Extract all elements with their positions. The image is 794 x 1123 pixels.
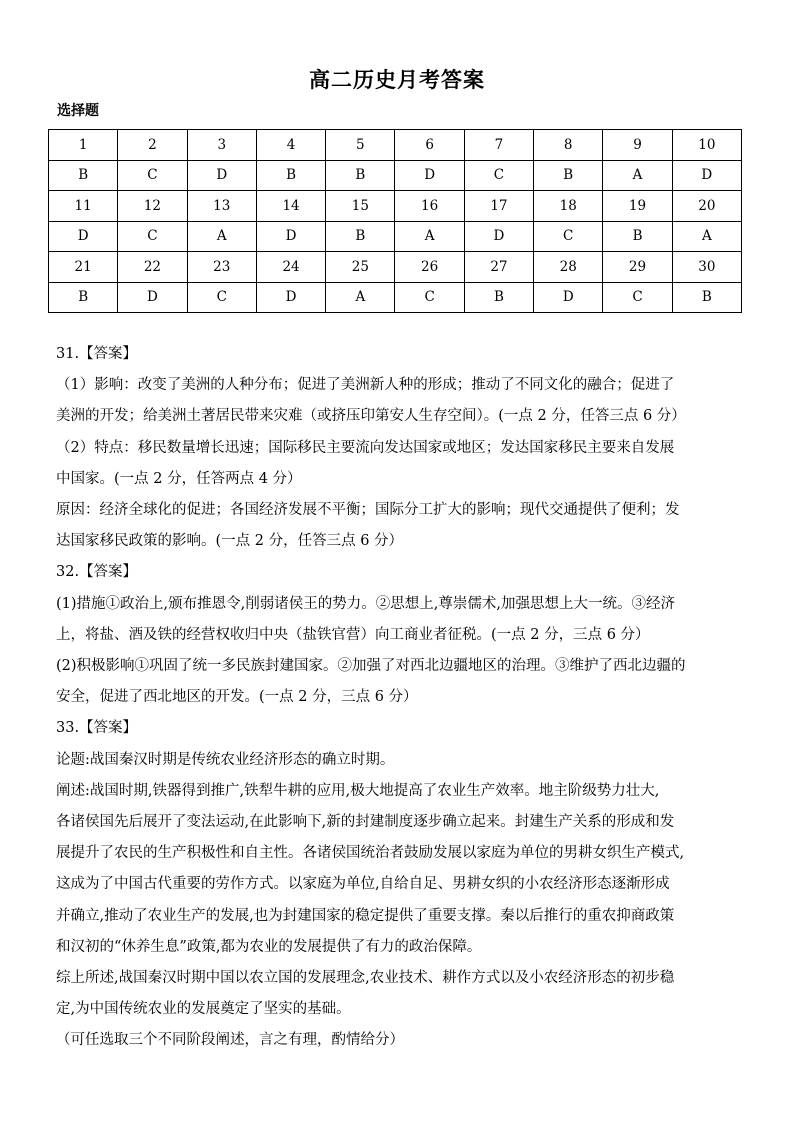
answer-33-elaboration-line6: 和汉初的“休养生息”政策,都为农业的发展提供了有力的政治保障。 (56, 938, 482, 955)
table-cell: 26 (395, 252, 464, 283)
table-cell: 21 (49, 252, 118, 283)
answer-33-grading-note: （可任选取三个不同阶段阐述，言之有理，酌情给分） (56, 1032, 404, 1049)
table-cell: 9 (603, 130, 672, 161)
table-cell: 22 (118, 252, 187, 283)
answer-table (48, 129, 742, 313)
answer-33-elaboration-line4: 这成为了中国古代重要的劳作方式。以家庭为单位,自给自足、男耕女织的小农经济形态逐渐形成 (56, 876, 670, 893)
answer-33-elaboration-line1: 阐述:战国时期,铁器得到推广,铁犁牛耕的应用,极大地提高了农业生产效率。地主阶级势力壮大, (56, 782, 660, 799)
answer-33-thesis: 论题:战国秦汉时期是传统农业经济形态的确立时期。 (56, 751, 395, 768)
table-cell: 15 (326, 191, 395, 222)
answer-31-reasons-line1: 原因：经济全球化的促进；各国经济发展不平衡；国际分工扩大的影响；现代交通提供了便利；发 (56, 502, 680, 519)
page-title: 高二历史月考答案 (309, 67, 485, 92)
table-cell: 12 (118, 191, 187, 222)
answer-32-heading: 32.【答案】 (56, 564, 138, 581)
answer-32-part1-line2: 上，将盐、酒及铁的经营权收归中央（盐铁官营）向工商业者征税。(一点 2 分，三点 6 分） (56, 626, 650, 643)
table-row-question-numbers (49, 130, 742, 161)
table-cell: A (395, 221, 464, 252)
answer-31-part2-line1: （2）特点：移民数量增长迅速；国际移民主要流向发达国家或地区；发达国家移民主要来自发展 (56, 439, 675, 456)
table-cell: D (256, 282, 325, 313)
table-cell: B (534, 160, 603, 191)
table-cell: 7 (464, 130, 533, 161)
table-cell: 10 (672, 130, 741, 161)
table-cell: 29 (603, 252, 672, 283)
answer-33-elaboration-line3: 展提升了农民的生产积极性和自主性。各诸侯国统治者鼓励发展以家庭为单位的男耕女织生产模式, (56, 845, 685, 862)
answer-33-elaboration-line5: 并确立,推动了农业生产的发展,也为封建国家的稳定提供了重要支撑。秦以后推行的重农抑商政策 (56, 907, 675, 924)
table-cell: 1 (49, 130, 118, 161)
table-cell: 23 (187, 252, 256, 283)
table-cell: 11 (49, 191, 118, 222)
table-cell: 24 (256, 252, 325, 283)
table-cell: B (464, 282, 533, 313)
table-cell: 13 (187, 191, 256, 222)
table-cell: A (187, 221, 256, 252)
table-cell: 5 (326, 130, 395, 161)
table-cell: D (118, 282, 187, 313)
table-row-answers (49, 160, 742, 191)
table-cell: 25 (326, 252, 395, 283)
table-cell: A (603, 160, 672, 191)
table-cell: C (118, 160, 187, 191)
table-cell: C (187, 282, 256, 313)
table-cell: C (464, 160, 533, 191)
table-cell: C (118, 221, 187, 252)
table-cell: 18 (534, 191, 603, 222)
table-cell: D (464, 221, 533, 252)
table-cell: 27 (464, 252, 533, 283)
table-cell: 14 (256, 191, 325, 222)
answer-31-heading: 31.【答案】 (56, 346, 138, 362)
table-cell: 28 (534, 252, 603, 283)
table-cell: 30 (672, 252, 741, 283)
table-cell: D (187, 160, 256, 191)
table-cell: A (326, 282, 395, 313)
table-cell: D (256, 221, 325, 252)
table-cell: C (395, 282, 464, 313)
table-cell: B (672, 282, 741, 313)
table-cell: 2 (118, 130, 187, 161)
table-cell: D (395, 160, 464, 191)
table-cell: B (49, 282, 118, 313)
table-cell: 16 (395, 191, 464, 222)
answer-32-part1-line1: (1)措施①政治上,颁布推恩令,削弱诸侯王的势力。②思想上,尊崇儒术,加强思想上大一统。③经济 (56, 595, 675, 612)
table-cell: 8 (534, 130, 603, 161)
table-cell: D (49, 221, 118, 252)
table-cell: C (534, 221, 603, 252)
table-cell: 4 (256, 130, 325, 161)
answer-33-conclusion-line1: 综上所述,战国秦汉时期中国以农立国的发展理念,农业技术、耕作方式以及小农经济形态的初步稳 (56, 970, 675, 987)
table-cell: 19 (603, 191, 672, 222)
table-cell: 6 (395, 130, 464, 161)
table-row-question-numbers (49, 252, 742, 283)
answer-33-conclusion-line2: 定,为中国传统农业的发展奠定了坚实的基础。 (56, 1001, 351, 1018)
table-row-question-numbers (49, 191, 742, 222)
table-cell: 17 (464, 191, 533, 222)
answer-31-part2-line2: 中国家。(一点 2 分，任答两点 4 分） (56, 470, 302, 487)
table-row-answers (49, 221, 742, 252)
answer-33-elaboration-line2: 各诸侯国先后展开了变法运动,在此影响下,新的封建制度逐步确立起来。封建生产关系的形成和发 (56, 814, 675, 831)
table-cell: B (326, 221, 395, 252)
table-cell: B (603, 221, 672, 252)
answer-33-heading: 33.【答案】 (56, 720, 138, 737)
table-cell: A (672, 221, 741, 252)
answer-31-part1-line1: （1）影响：改变了美洲的人种分布；促进了美洲新人种的形成；推动了不同文化的融合；促进了 (56, 377, 675, 394)
table-cell: 3 (187, 130, 256, 161)
answer-31-part1-line2: 美洲的开发；给美洲土著居民带来灾难（或挤压印第安人生存空间）。(一点 2 分，任答三点 6 分） (56, 408, 686, 425)
answer-text-body (56, 339, 746, 1057)
table-cell: B (326, 160, 395, 191)
table-cell: 20 (672, 191, 741, 222)
answer-31-reasons-line2: 达国家移民政策的影响。(一点 2 分，任答三点 6 分） (56, 533, 404, 550)
table-cell: B (49, 160, 118, 191)
section-label-multiple-choice: 选择题 (57, 103, 99, 119)
answer-32-part2-line1: (2)积极影响①巩固了统一多民族封建国家。②加强了对西北边疆地区的治理。③维护了西北边疆的 (56, 658, 686, 675)
answer-32-part2-line2: 安全，促进了西北地区的开发。(一点 2 分，三点 6 分） (56, 689, 418, 706)
table-row-answers (49, 282, 742, 313)
table-cell: C (603, 282, 672, 313)
table-cell: D (534, 282, 603, 313)
table-cell: D (672, 160, 741, 191)
table-cell: B (256, 160, 325, 191)
